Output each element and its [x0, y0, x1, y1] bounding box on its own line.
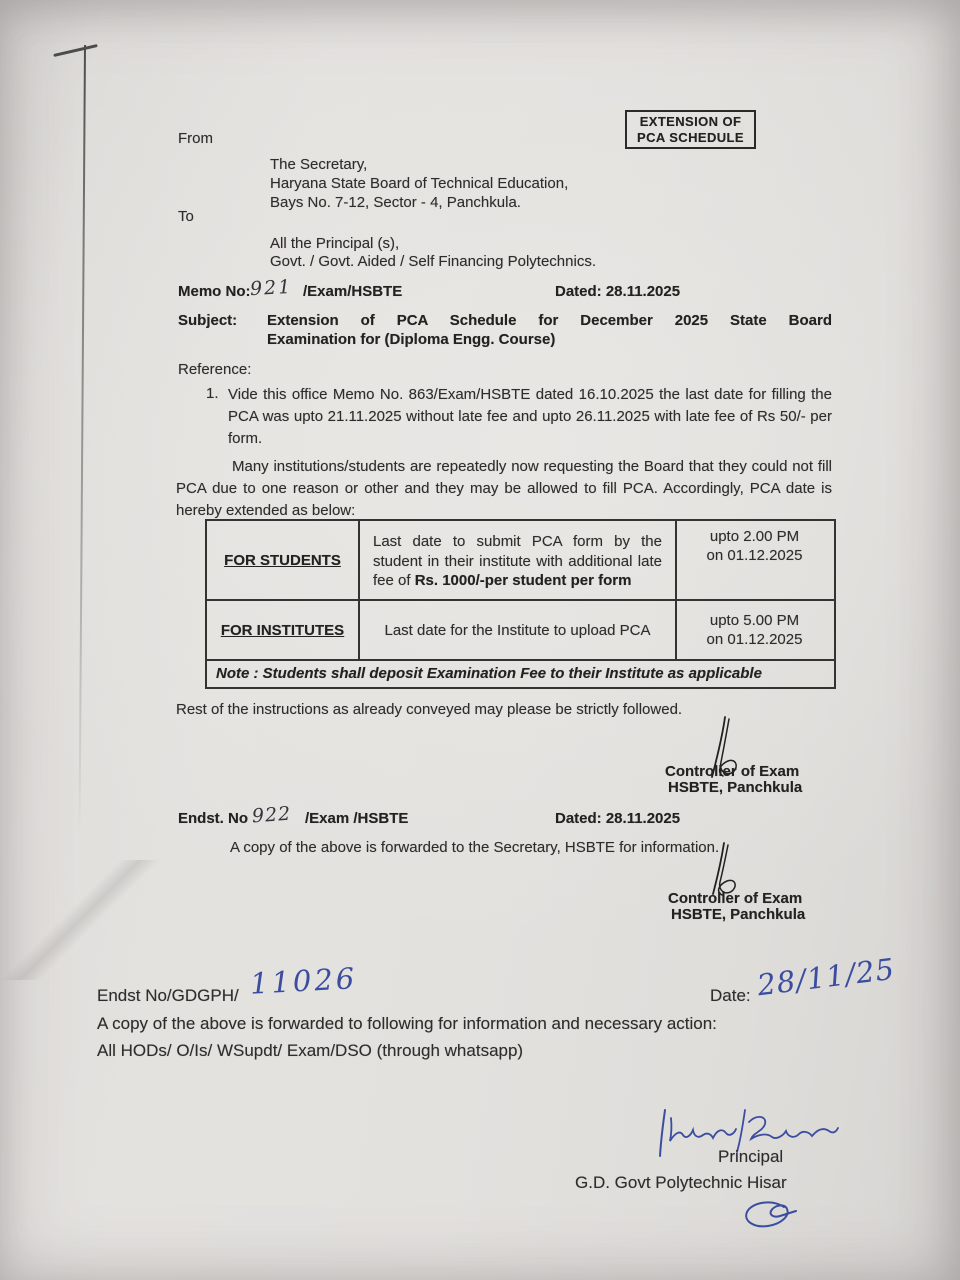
bottom-date-handwritten: 28/11/25: [755, 951, 897, 1003]
signatory1-title: Controller of Exam: [665, 763, 800, 780]
institute-name: G.D. Govt Polytechnic Hisar: [575, 1173, 787, 1192]
to-line-1: All the Principal (s),: [270, 235, 400, 252]
students-desc-cell: [360, 521, 677, 599]
stamp-line1: EXTENSION OF: [639, 113, 742, 129]
scan-fold-line: [78, 45, 86, 835]
endst-dated: Dated: 28.11.2025: [555, 810, 681, 827]
students-desc-fee: Rs. 1000/-per student per form: [414, 572, 632, 589]
students-desc: Last date to submit PCA form by the student in their institute with additional late fee of: [373, 533, 662, 589]
institutes-when-1: upto 5.00 PM: [709, 612, 800, 629]
students-term: FOR STUDENTS: [224, 551, 341, 569]
body-paragraph: Many institutions/students are repeatedly now requesting the Board that they could not fill PCA due to one reason or other and they may be allowed to fill PCA. Accordingly, PCA date is hereby extended as below:: [176, 458, 832, 519]
rest-instructions-line: Rest of the instructions as already conveyed may please be strictly followed.: [176, 701, 683, 718]
students-when-cell: [677, 521, 832, 599]
from-line-2: Haryana State Board of Technical Education,: [270, 175, 569, 192]
bottom-date-label: Date:: [710, 986, 751, 1005]
institutes-term: FOR INSTITUTES: [220, 621, 345, 639]
memo-no-label: Memo No:: [178, 283, 251, 300]
bottom-endst-label: Endst No/GDGPH/: [97, 986, 239, 1005]
memo-number-handwritten: 921: [249, 275, 293, 301]
institutes-term-cell: [207, 601, 360, 659]
bottom-copy-line: A copy of the above is forwarded to following for information and necessary action:: [97, 1014, 717, 1033]
endst-label: Endst. No: [178, 810, 248, 827]
table-row-institutes: [207, 601, 834, 661]
bottom-recipients-line: All HODs/ O/Is/ WSupdt/ Exam/DSO (through whatsapp): [97, 1041, 524, 1060]
signatory1-org: HSBTE, Panchkula: [668, 779, 803, 796]
copy-secretary-line: A copy of the above is forwarded to the Secretary, HSBTE for information.: [230, 839, 720, 856]
institutes-when-2: on 01.12.2025: [706, 631, 803, 648]
to-line-2: Govt. / Govt. Aided / Self Financing Polytechnics.: [270, 253, 596, 270]
subject-label: Subject:: [178, 312, 238, 329]
from-line-1: The Secretary,: [270, 156, 368, 173]
students-term-cell: [207, 521, 360, 599]
pca-extension-table: [205, 519, 836, 689]
reference-label: Reference:: [178, 361, 252, 378]
students-when-2: on 01.12.2025: [706, 547, 803, 564]
memo-suffix: /Exam/HSBTE: [303, 283, 403, 300]
signatory2-org: HSBTE, Panchkula: [671, 906, 806, 923]
subject-line2: Examination for (Diploma Engg. Course): [267, 331, 556, 348]
stamp-line2: PCA SCHEDULE: [637, 129, 744, 145]
students-when-1: upto 2.00 PM: [709, 528, 800, 545]
to-label: To: [178, 208, 194, 225]
institutes-when-cell: [677, 601, 832, 659]
scan-corner-mark: [53, 44, 98, 57]
signature-flourish-icon: [738, 1198, 800, 1232]
item1-number: 1.: [206, 385, 219, 402]
signatory2-title: Controller of Exam: [668, 890, 803, 907]
memo-dated: Dated: 28.11.2025: [555, 283, 681, 300]
institutes-desc-cell: [360, 601, 677, 659]
endst-number-handwritten: 922: [251, 802, 292, 828]
scan-crease: [0, 860, 190, 980]
table-note: Note : Students shall deposit Examination Fee to their Institute as applicable: [216, 665, 762, 682]
from-label: From: [178, 130, 213, 147]
item1-text: Vide this office Memo No. 863/Exam/HSBTE dated 16.10.2025 the last date for filling the PCA was upto 21.11.2025 without late fee and upto 26.11.2025 with late fee of Rs 50/- per form.: [228, 386, 832, 447]
table-row-students: [207, 521, 834, 601]
bottom-endst-number-handwritten: 11026: [249, 961, 359, 1001]
subject-line1: Extension of PCA Schedule for December 2025 State Board: [267, 312, 832, 329]
institutes-desc: Last date for the Institute to upload PCA: [384, 621, 651, 639]
from-line-3: Bays No. 7-12, Sector - 4, Panchkula.: [270, 194, 521, 211]
endst-suffix: /Exam /HSBTE: [305, 810, 409, 827]
extension-stamp-box: [625, 110, 756, 149]
principal-label: Principal: [718, 1147, 784, 1166]
